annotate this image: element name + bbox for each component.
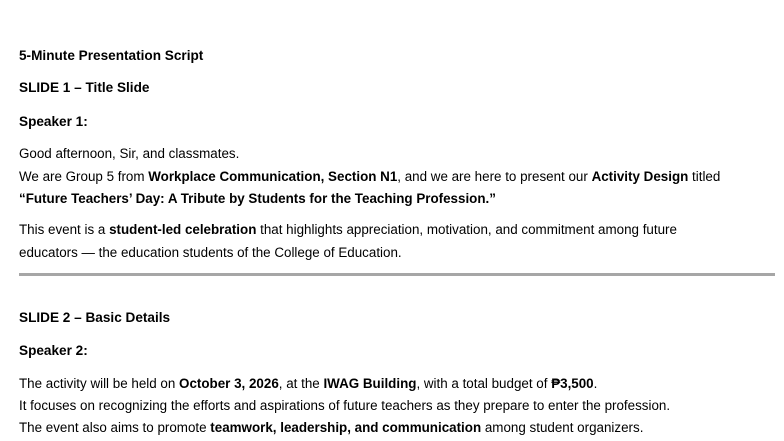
text-run: that highlights appreciation, motivation, and commitment among future: [256, 222, 677, 237]
event-budget: ₱3,500: [551, 376, 594, 391]
slide1-intro-line: [19, 168, 720, 185]
course-name: Workplace Communication, Section N1: [148, 169, 398, 184]
document-title: 5-Minute Presentation Script: [19, 48, 204, 63]
text-run: , at the: [278, 376, 324, 391]
slide1-description-line-2: educators — the education students of the College of Education.: [19, 245, 402, 260]
horizontal-divider: [19, 273, 775, 276]
text-run: This event is a: [19, 222, 110, 237]
slide1-description-line: [19, 221, 677, 238]
slide1-greeting: Good afternoon, Sir, and classmates.: [19, 146, 240, 161]
text-run: , with a total budget of: [416, 376, 552, 391]
text-run: The activity will be held on: [19, 376, 180, 391]
slide2-heading: SLIDE 2 – Basic Details: [19, 310, 171, 325]
text-run: The event also aims to promote: [19, 420, 211, 435]
event-venue: IWAG Building: [323, 376, 417, 391]
text-run: We are Group 5 from: [19, 169, 149, 184]
event-date: October 3, 2026: [179, 376, 279, 391]
activity-design-label: Activity Design: [591, 169, 689, 184]
slide1-heading: SLIDE 1 – Title Slide: [19, 80, 150, 95]
text-run: , and we are here to present our: [397, 169, 592, 184]
slide1-speaker: Speaker 1:: [19, 114, 88, 129]
slide2-focus-line: It focuses on recognizing the efforts and aspirations of future teachers as they prepare to enter the profession.: [19, 398, 671, 413]
slide2-speaker: Speaker 2:: [19, 343, 88, 358]
text-run: titled: [688, 169, 721, 184]
student-led-emphasis: student-led celebration: [109, 222, 257, 237]
activity-title: “Future Teachers’ Day: A Tribute by Students for the Teaching Profession.”: [19, 191, 496, 206]
skills-emphasis: teamwork, leadership, and communication: [210, 420, 482, 435]
slide2-aims-line: [19, 419, 643, 436]
text-run: .: [593, 376, 598, 391]
slide2-details-line: [19, 375, 597, 392]
text-run: among student organizers.: [481, 420, 644, 435]
document-page: [19, 0, 779, 441]
